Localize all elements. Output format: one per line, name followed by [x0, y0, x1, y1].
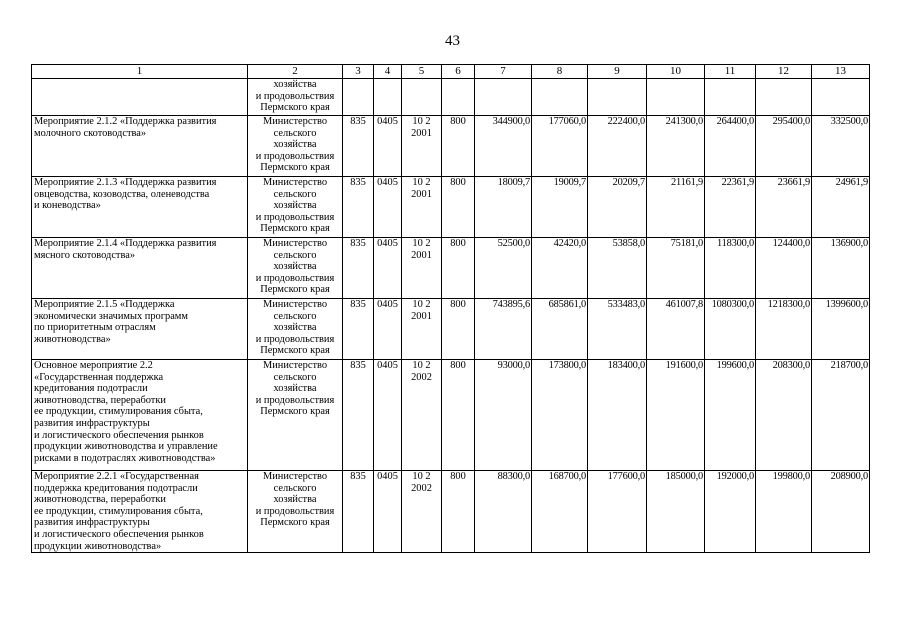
amount-col-10: 241300,0	[647, 116, 705, 177]
table-row	[32, 116, 870, 177]
grbs-code: 835	[343, 360, 374, 471]
amount-col-10: 191600,0	[647, 360, 705, 471]
vr-code: 800	[442, 471, 475, 553]
vr-code: 800	[442, 238, 475, 299]
measure-name: Мероприятие 2.1.4 «Поддержка развития мясного скотоводства»	[32, 238, 248, 299]
csr-code: 10 2 2002	[402, 360, 442, 471]
amount-col-13	[812, 79, 870, 116]
measure-name: Мероприятие 2.1.5 «Поддержка экономически значимых программ по приоритетным отраслям животноводства»	[32, 299, 248, 360]
amount-col-12: 1218300,0	[756, 299, 812, 360]
grbs-code: 835	[343, 116, 374, 177]
amount-col-7: 52500,0	[475, 238, 532, 299]
vr-code: 800	[442, 177, 475, 238]
amount-col-11	[705, 79, 756, 116]
amount-col-8: 42420,0	[532, 238, 588, 299]
column-header-10: 10	[647, 65, 705, 79]
executor: Министерство сельского хозяйства и продовольствия Пермского края	[248, 360, 343, 471]
column-header-9: 9	[588, 65, 647, 79]
amount-col-13: 1399600,0	[812, 299, 870, 360]
grbs-code: 835	[343, 177, 374, 238]
amount-col-11: 118300,0	[705, 238, 756, 299]
amount-col-8: 168700,0	[532, 471, 588, 553]
amount-col-7: 344900,0	[475, 116, 532, 177]
csr-code: 10 2 2001	[402, 299, 442, 360]
grbs-code	[343, 79, 374, 116]
amount-col-13: 332500,0	[812, 116, 870, 177]
amount-col-12	[756, 79, 812, 116]
amount-col-8: 19009,7	[532, 177, 588, 238]
amount-col-10	[647, 79, 705, 116]
vr-code: 800	[442, 360, 475, 471]
measure-name: Мероприятие 2.2.1 «Государственная поддержка кредитования подотрасли животноводства, переработки ее продукции, стимулирования сбыта, развития инфраструктуры и логистического обеспечения рынков продукции животноводства»	[32, 471, 248, 553]
csr-code	[402, 79, 442, 116]
measure-name: Мероприятие 2.1.2 «Поддержка развития молочного скотоводства»	[32, 116, 248, 177]
amount-col-11: 264400,0	[705, 116, 756, 177]
amount-col-12: 23661,9	[756, 177, 812, 238]
column-header-7: 7	[475, 65, 532, 79]
amount-col-10: 185000,0	[647, 471, 705, 553]
csr-code: 10 2 2001	[402, 116, 442, 177]
csr-code: 10 2 2001	[402, 238, 442, 299]
column-header-12: 12	[756, 65, 812, 79]
table-row	[32, 471, 870, 553]
amount-col-9: 53858,0	[588, 238, 647, 299]
amount-col-12: 199800,0	[756, 471, 812, 553]
rzpr-code: 0405	[374, 299, 402, 360]
amount-col-7: 743895,6	[475, 299, 532, 360]
amount-col-8	[532, 79, 588, 116]
column-header-5: 5	[402, 65, 442, 79]
rzpr-code: 0405	[374, 238, 402, 299]
amount-col-7: 18009,7	[475, 177, 532, 238]
vr-code	[442, 79, 475, 116]
amount-col-7: 93000,0	[475, 360, 532, 471]
grbs-code: 835	[343, 238, 374, 299]
table-row	[32, 360, 870, 471]
column-header-3: 3	[343, 65, 374, 79]
header-row	[32, 65, 870, 79]
table-row	[32, 177, 870, 238]
executor: хозяйства и продовольствия Пермского края	[248, 79, 343, 116]
amount-col-10: 21161,9	[647, 177, 705, 238]
amount-col-7	[475, 79, 532, 116]
grbs-code: 835	[343, 471, 374, 553]
executor: Министерство сельского хозяйства и продовольствия Пермского края	[248, 299, 343, 360]
amount-col-11: 199600,0	[705, 360, 756, 471]
executor: Министерство сельского хозяйства и продовольствия Пермского края	[248, 471, 343, 553]
amount-col-9: 183400,0	[588, 360, 647, 471]
amount-col-7: 88300,0	[475, 471, 532, 553]
column-header-2: 2	[248, 65, 343, 79]
vr-code: 800	[442, 116, 475, 177]
rzpr-code: 0405	[374, 116, 402, 177]
amount-col-11: 22361,9	[705, 177, 756, 238]
grbs-code: 835	[343, 299, 374, 360]
measure-name: Основное мероприятие 2.2 «Государственная поддержка кредитования подотрасли животноводства, переработки ее продукции, стимулирования сбыта, развития инфраструктуры и логистического обеспечения рынков продукции животноводства и управление рисками в подотраслях животноводства»	[32, 360, 248, 471]
rzpr-code	[374, 79, 402, 116]
amount-col-8: 685861,0	[532, 299, 588, 360]
amount-col-13: 24961,9	[812, 177, 870, 238]
rzpr-code: 0405	[374, 177, 402, 238]
executor: Министерство сельского хозяйства и продовольствия Пермского края	[248, 238, 343, 299]
amount-col-13: 218700,0	[812, 360, 870, 471]
column-header-8: 8	[532, 65, 588, 79]
table-row	[32, 299, 870, 360]
amount-col-8: 177060,0	[532, 116, 588, 177]
amount-col-12: 124400,0	[756, 238, 812, 299]
measure-name	[32, 79, 248, 116]
table-row	[32, 238, 870, 299]
column-header-11: 11	[705, 65, 756, 79]
column-header-4: 4	[374, 65, 402, 79]
amount-col-12: 208300,0	[756, 360, 812, 471]
rzpr-code: 0405	[374, 360, 402, 471]
amount-col-9: 177600,0	[588, 471, 647, 553]
table-row	[32, 79, 870, 116]
executor: Министерство сельского хозяйства и продовольствия Пермского края	[248, 177, 343, 238]
budget-table	[31, 64, 870, 553]
amount-col-11: 1080300,0	[705, 299, 756, 360]
column-header-6: 6	[442, 65, 475, 79]
amount-col-13: 208900,0	[812, 471, 870, 553]
amount-col-9: 222400,0	[588, 116, 647, 177]
amount-col-10: 75181,0	[647, 238, 705, 299]
column-header-1: 1	[32, 65, 248, 79]
amount-col-13: 136900,0	[812, 238, 870, 299]
page-number: 43	[445, 33, 460, 49]
amount-col-9: 20209,7	[588, 177, 647, 238]
measure-name: Мероприятие 2.1.3 «Поддержка развития овцеводства, козоводства, оленеводства и коневодства»	[32, 177, 248, 238]
amount-col-9	[588, 79, 647, 116]
amount-col-8: 173800,0	[532, 360, 588, 471]
column-header-13: 13	[812, 65, 870, 79]
executor: Министерство сельского хозяйства и продовольствия Пермского края	[248, 116, 343, 177]
amount-col-11: 192000,0	[705, 471, 756, 553]
rzpr-code: 0405	[374, 471, 402, 553]
amount-col-9: 533483,0	[588, 299, 647, 360]
csr-code: 10 2 2002	[402, 471, 442, 553]
amount-col-10: 461007,8	[647, 299, 705, 360]
amount-col-12: 295400,0	[756, 116, 812, 177]
csr-code: 10 2 2001	[402, 177, 442, 238]
vr-code: 800	[442, 299, 475, 360]
